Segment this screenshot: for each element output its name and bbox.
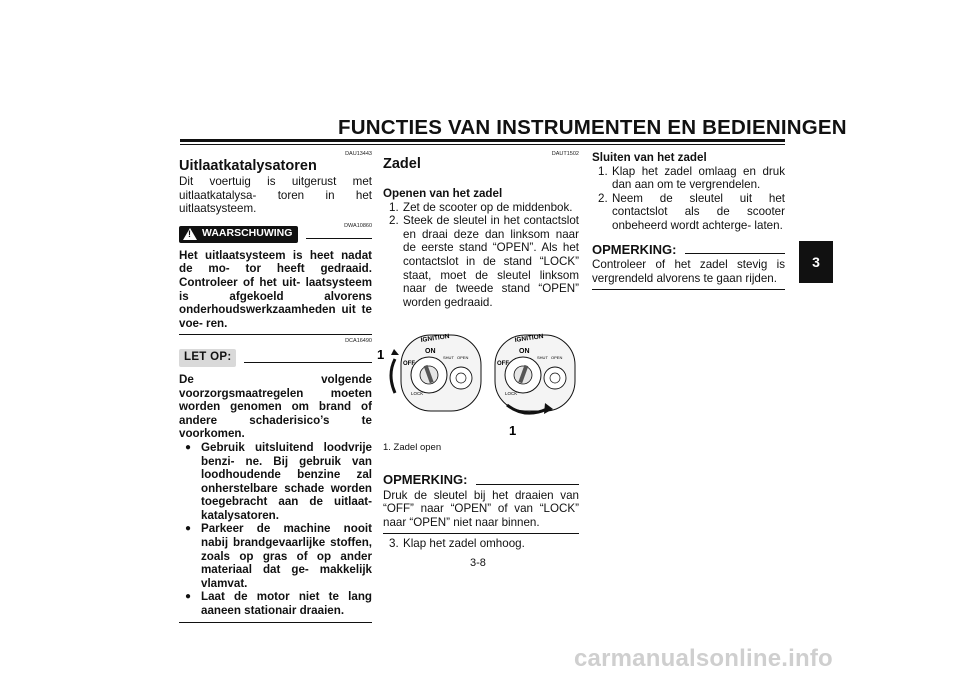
note-label: OPMERKING: <box>592 241 677 257</box>
chapter-tab: 3 <box>799 241 833 283</box>
dial-shut-label: SHUT <box>443 355 454 361</box>
list-item <box>592 165 785 192</box>
closing-steps <box>592 165 785 233</box>
list-item <box>592 192 785 233</box>
figure-caption: 1. Zadel open <box>383 442 442 454</box>
caution-text: De volgende voorzorgsmaatregelen moeten worden genomen om brand of andere schaderisico’s te voorkomen. <box>179 372 372 441</box>
dial-title: IGNITION <box>420 333 450 345</box>
warning-code: DWA10860 <box>344 222 372 229</box>
caution-header <box>179 349 372 367</box>
divider <box>685 253 786 254</box>
dial-off-label: OFF <box>403 361 415 368</box>
section-heading: Uitlaatkatalysatoren <box>179 158 317 174</box>
divider <box>476 484 580 485</box>
step-text: Neem de sleutel uit het contactslot als de scooter onbeheerd wordt achterge- laten. <box>612 191 785 232</box>
warning-label: WAARSCHUWING <box>202 227 293 240</box>
list-item <box>383 214 579 309</box>
step-text: Zet de scooter op de middenbok. <box>403 200 573 214</box>
step-number: 1. <box>389 200 399 214</box>
note-text: Controleer of het zadel stevig is vergrendeld alvorens te gaan rijden. <box>592 258 785 285</box>
step-text: Klap het zadel omhoog. <box>403 537 525 551</box>
column-seat <box>377 150 579 551</box>
page-header-title: FUNCTIES VAN INSTRUMENTEN EN BEDIENINGEN <box>338 116 847 139</box>
divider <box>244 362 372 363</box>
caution-badge: LET OP: <box>179 349 236 367</box>
watermark: carmanualsonline.info <box>574 645 833 672</box>
opening-steps-continued <box>383 537 579 551</box>
divider <box>306 238 372 239</box>
section-code: DAUT1502 <box>551 151 579 157</box>
step-number: 2. <box>598 191 608 205</box>
note-header <box>383 473 579 487</box>
dial-lock-label: LOCK <box>411 391 424 397</box>
ignition-dial-right <box>495 333 575 438</box>
header-rule-thin <box>180 144 785 145</box>
warning-triangle-icon: ! <box>183 228 197 240</box>
ignition-figure <box>377 331 579 439</box>
dial-open-label: OPEN <box>551 355 563 361</box>
dial-off-label: OFF <box>497 361 509 368</box>
divider <box>383 533 579 534</box>
column-catalytic-converter <box>179 150 372 623</box>
caution-bullets <box>179 441 372 618</box>
dial-title: IGNITION <box>514 333 544 345</box>
intro-text: Dit voertuig is uitgerust met uitlaatkatalysa- toren in het uitlaatsysteem. <box>179 175 372 216</box>
divider <box>592 289 785 290</box>
section-code: DAU13443 <box>345 151 372 157</box>
list-item <box>383 537 579 551</box>
warning-header <box>179 226 372 243</box>
divider <box>179 334 372 335</box>
list-item: ● Parkeer de machine nooit nabij brandgevaarlijke stoffen, zoals op gras of op ander materiaal dat ge- makkelijk vlamvat. <box>179 522 372 590</box>
step-text: Steek de sleutel in het contactslot en draai deze dan linksom naar de eerste stand “OPEN”. Als het contactslot in de stand “LOCK” staat, moet de sleutel linksom naar de tweede stand “OPEN” worden gedraaid. <box>403 214 579 309</box>
step-number: 1. <box>598 164 608 178</box>
divider <box>179 622 372 623</box>
subheading: Sluiten van het zadel <box>592 151 707 164</box>
note-header <box>592 243 785 257</box>
section-heading: Zadel <box>383 156 421 172</box>
dial-open-label: OPEN <box>457 355 469 361</box>
step-text: Klap het zadel omlaag en druk dan aan om te vergrendelen. <box>612 164 785 192</box>
dial-on-label: ON <box>425 348 436 356</box>
column-seat-closing <box>592 150 785 290</box>
note-text: Druk de sleutel bij het draaien van “OFF” naar “OPEN” of van “LOCK” naar “OPEN” niet naar binnen. <box>383 488 579 529</box>
ignition-dial-left <box>377 333 481 411</box>
opening-steps <box>383 201 579 310</box>
caution-code: DCA16490 <box>345 338 372 345</box>
warning-badge <box>179 226 298 243</box>
step-number: 2. <box>389 214 399 228</box>
callout-label: 1 <box>377 347 385 363</box>
page-number: 3-8 <box>470 557 486 569</box>
subheading: Openen van het zadel <box>383 187 503 200</box>
step-number: 3. <box>389 537 399 551</box>
dial-lock-label: LOCK <box>505 391 518 397</box>
list-item: ● Laat de motor niet te lang aaneen stationair draaien. <box>179 590 372 617</box>
dial-on-label: ON <box>519 348 530 356</box>
dial-shut-label: SHUT <box>537 355 548 361</box>
callout-label: 1 <box>509 423 517 439</box>
warning-text: Het uitlaatsysteem is heet nadat de mo- tor heeft gedraaid. Controleer of het uit- laatsysteem is afgekoeld alvorens onderhoudswerkzaamheden uit te voe- ren. <box>179 248 372 330</box>
list-item <box>383 201 579 215</box>
header-rule <box>180 139 785 142</box>
list-item: ● Gebruik uitsluitend loodvrije benzi- ne. Bij gebruik van loodhoudende benzine zal onherstelbare schade worden toegebracht aan de uitlaat- katalysatoren. <box>179 441 372 523</box>
note-label: OPMERKING: <box>383 471 468 487</box>
ignition-switch-illustration <box>377 331 579 439</box>
